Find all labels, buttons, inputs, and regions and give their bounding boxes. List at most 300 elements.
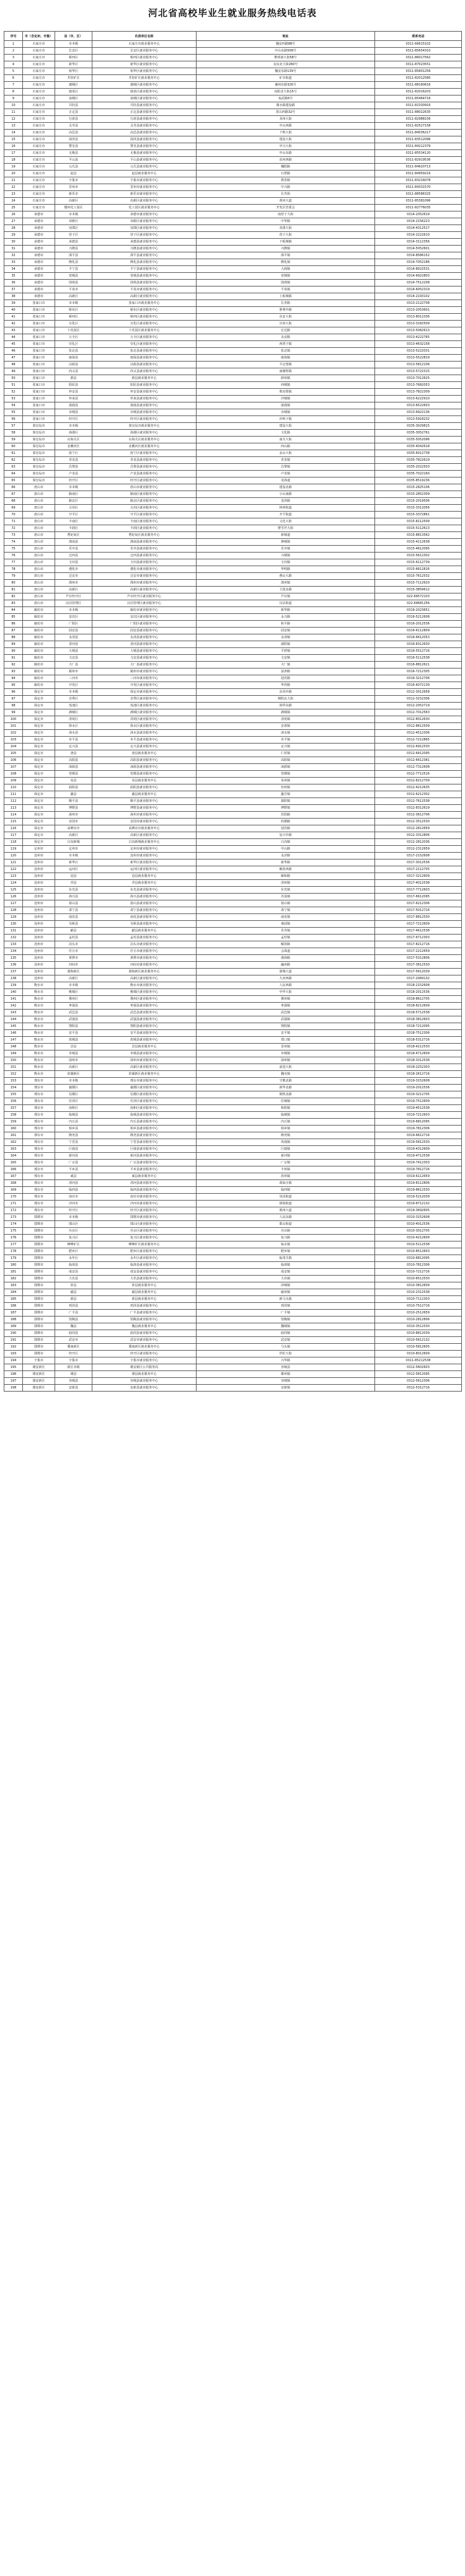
- cell-phone: 0319-8112806: [375, 1180, 462, 1187]
- cell-agency: 宣化区就业服务中心: [92, 321, 197, 327]
- cell-county: 安国市: [55, 819, 92, 825]
- cell-agency: 涿州市就业服务中心: [92, 812, 197, 819]
- cell-phone: 0317-6612095: [375, 894, 462, 900]
- cell-address: 乐亭镇: [197, 546, 375, 553]
- cell-address: 华祥路: [197, 682, 375, 689]
- cell-city: 沧州市: [23, 853, 55, 859]
- cell-no: 137: [4, 969, 23, 975]
- cell-address: 丛台路: [197, 1228, 375, 1235]
- cell-no: 105: [4, 750, 23, 757]
- cell-no: 113: [4, 805, 23, 812]
- cell-agency: 高阳县就业服务中心: [92, 757, 197, 764]
- cell-agency: 阜平县就业服务中心: [92, 737, 197, 744]
- cell-city: 石家庄市: [23, 198, 55, 205]
- cell-phone: 0314-2052619: [375, 211, 462, 218]
- cell-county: 涿州市: [55, 812, 92, 819]
- cell-agency: 永年区就业服务中心: [92, 1255, 197, 1262]
- table-row: [4, 109, 462, 116]
- cell-city: 张家口市: [23, 334, 55, 341]
- cell-address: 大名镇: [197, 1276, 375, 1282]
- cell-phone: 0315-3859612: [375, 587, 462, 593]
- cell-city: 衡水市: [23, 1037, 55, 1044]
- cell-county: 青县: [55, 880, 92, 887]
- cell-agency: 襄都区就业服务中心: [92, 1085, 197, 1091]
- cell-no: 26: [4, 211, 23, 218]
- cell-no: 16: [4, 143, 23, 150]
- cell-city: 邢台市: [23, 1146, 55, 1153]
- cell-county: 曲周县: [55, 1330, 92, 1337]
- cell-no: 93: [4, 668, 23, 675]
- cell-address: 蒲阳镇: [197, 798, 375, 805]
- cell-city: 秦皇岛市: [23, 437, 55, 443]
- cell-county: 定兴县: [55, 744, 92, 750]
- cell-agency: 清河县就业服务中心: [92, 1180, 197, 1187]
- cell-address: 曲周镇: [197, 1330, 375, 1337]
- cell-no: 23: [4, 191, 23, 198]
- cell-phone: 0312-8312619: [375, 805, 462, 812]
- cell-city: 衡水市: [23, 1016, 55, 1023]
- table-row: [4, 61, 462, 68]
- cell-no: 63: [4, 464, 23, 471]
- cell-phone: 0318-2152608: [375, 982, 462, 989]
- cell-agency: 鸡泽县就业服务中心: [92, 1303, 197, 1310]
- cell-county: 容城县: [55, 1378, 92, 1385]
- cell-no: 78: [4, 566, 23, 573]
- table-row: [4, 614, 462, 621]
- table-row: [4, 232, 462, 239]
- cell-no: 97: [4, 696, 23, 703]
- cell-agency: 高新区就业服务中心: [92, 975, 197, 982]
- table-row: [4, 812, 462, 819]
- table-row: [4, 1098, 462, 1105]
- cell-phone: 0311-85464716: [375, 95, 462, 102]
- table-row: [4, 1276, 462, 1282]
- cell-city: 石家庄市: [23, 123, 55, 130]
- cell-agency: 固安县就业服务中心: [92, 628, 197, 634]
- cell-no: 42: [4, 321, 23, 327]
- cell-agency: 巨鹿县就业服务中心: [92, 1146, 197, 1153]
- cell-phone: 0312-3612706: [375, 812, 462, 819]
- cell-city: 保定市: [23, 764, 55, 771]
- cell-county: 赤城县: [55, 409, 92, 416]
- cell-phone: 0311-85212538: [375, 1357, 462, 1364]
- table-row: [4, 327, 462, 334]
- cell-address: 长寿街: [197, 191, 375, 198]
- cell-agency: 冀州区就业服务中心: [92, 996, 197, 1003]
- table-row: [4, 1378, 462, 1385]
- cell-agency: 北戴河区就业服务中心: [92, 443, 197, 450]
- cell-address: 守敬北路: [197, 1078, 375, 1085]
- cell-address: 滦平镇: [197, 252, 375, 259]
- cell-agency: 涉县就业服务中心: [92, 1282, 197, 1289]
- cell-city: 衡水市: [23, 1010, 55, 1016]
- cell-no: 7: [4, 82, 23, 89]
- cell-phone: 0311-84331570: [375, 184, 462, 191]
- cell-county: 清苑区: [55, 716, 92, 723]
- cell-address: 维明南大街58号: [197, 55, 375, 61]
- table-row: [4, 375, 462, 382]
- table-row: [4, 1112, 462, 1119]
- cell-phone: 0313-5522819: [375, 355, 462, 362]
- header-no: 序号: [4, 32, 23, 41]
- cell-city: 廊坊市: [23, 675, 55, 682]
- cell-city: 石家庄市: [23, 102, 55, 109]
- table-row: [4, 68, 462, 75]
- cell-address: 解放西路: [197, 866, 375, 873]
- cell-city: 邯郸市: [23, 1241, 55, 1248]
- cell-address: 安新镇: [197, 1385, 375, 1392]
- cell-no: 194: [4, 1357, 23, 1364]
- cell-agency: 开平区就业服务中心: [92, 512, 197, 518]
- cell-city: 廊坊市: [23, 614, 55, 621]
- cell-city: 石家庄市: [23, 116, 55, 123]
- cell-agency: 下花园区就业服务中心: [92, 327, 197, 334]
- table-row: [4, 709, 462, 716]
- cell-county: 武安市: [55, 1337, 92, 1344]
- cell-no: 38: [4, 293, 23, 300]
- cell-address: 沙岭子镇: [197, 416, 375, 423]
- cell-no: 75: [4, 546, 23, 553]
- cell-phone: 0318-7512306: [375, 1030, 462, 1037]
- cell-agency: 长安区就业服务中心: [92, 48, 197, 55]
- cell-county: 市本级: [55, 689, 92, 696]
- cell-agency: 双桥区就业服务中心: [92, 218, 197, 225]
- cell-county: 高新区: [55, 587, 92, 593]
- cell-city: 张家口市: [23, 348, 55, 355]
- cell-address: 内丘镇: [197, 1119, 375, 1126]
- cell-agency: 宁晋县就业服务中心: [92, 1139, 197, 1146]
- cell-agency: 丰润区就业服务中心: [92, 525, 197, 532]
- table-row: [4, 518, 462, 525]
- cell-agency: 化工园区就业服务中心: [92, 205, 197, 211]
- cell-city: 衡水市: [23, 1071, 55, 1078]
- cell-agency: 蔚县就业服务中心: [92, 375, 197, 382]
- table-row: [4, 341, 462, 348]
- cell-phone: 0319-8712132: [375, 1201, 462, 1207]
- cell-city: 唐山市: [23, 505, 55, 512]
- cell-no: 44: [4, 334, 23, 341]
- cell-no: 170: [4, 1194, 23, 1201]
- cell-no: 24: [4, 198, 23, 205]
- cell-agency: 昌黎县就业服务中心: [92, 464, 197, 471]
- cell-address: 葛仙庄镇: [197, 1180, 375, 1187]
- cell-no: 128: [4, 907, 23, 914]
- cell-agency: 曲阳县就业服务中心: [92, 784, 197, 791]
- cell-county: 辛集市: [55, 177, 92, 184]
- cell-phone: 0314-8586152: [375, 252, 462, 259]
- cell-county: 丰宁县: [55, 266, 92, 273]
- cell-county: 广宗县: [55, 1160, 92, 1166]
- cell-phone: 0319-6812095: [375, 1119, 462, 1126]
- cell-agency: 晋州市就业服务中心: [92, 184, 197, 191]
- cell-city: 唐山市: [23, 546, 55, 553]
- cell-agency: 迁安市就业服务中心: [92, 573, 197, 580]
- cell-city: 沧州市: [23, 859, 55, 866]
- cell-city: 廊坊市: [23, 641, 55, 648]
- cell-address: 前进大街: [197, 1064, 375, 1071]
- cell-phone: 0313-2122708: [375, 300, 462, 307]
- table-row: [4, 307, 462, 314]
- cell-city: 衡水市: [23, 1044, 55, 1050]
- cell-phone: 0310-6512530: [375, 1276, 462, 1282]
- cell-address: 涿鹿镇: [197, 402, 375, 409]
- cell-agency: 卢龙县就业服务中心: [92, 471, 197, 477]
- cell-city: 保定市: [23, 778, 55, 784]
- cell-phone: 0311-85534120: [375, 150, 462, 157]
- cell-agency: 高碑店市就业服务中心: [92, 825, 197, 832]
- table-row: [4, 89, 462, 95]
- table-row: [4, 1221, 462, 1228]
- table-row: [4, 191, 462, 198]
- cell-county: 灵寿县: [55, 123, 92, 130]
- cell-address: 乐寿镇: [197, 928, 375, 935]
- cell-phone: 0318-8212609: [375, 1003, 462, 1010]
- cell-address: 龙泽路: [197, 498, 375, 505]
- cell-address: 中华大街: [197, 989, 375, 996]
- table-row: [4, 1337, 462, 1344]
- cell-city: 邯郸市: [23, 1351, 55, 1357]
- cell-address: 冶河西路: [197, 157, 375, 164]
- cell-city: 承德市: [23, 259, 55, 266]
- table-row: [4, 539, 462, 546]
- cell-agency: 尚义县就业服务中心: [92, 368, 197, 375]
- table-row: [4, 266, 462, 273]
- cell-address: 大阁镇: [197, 266, 375, 273]
- cell-city: 廊坊市: [23, 628, 55, 634]
- cell-phone: 0317-7212609: [375, 921, 462, 928]
- table-row: [4, 1228, 462, 1235]
- cell-phone: 0335-7022160: [375, 471, 462, 477]
- cell-no: 36: [4, 280, 23, 286]
- cell-phone: 0312-7312608: [375, 764, 462, 771]
- cell-no: 117: [4, 832, 23, 839]
- cell-address: 涉城镇: [197, 1282, 375, 1289]
- cell-city: 保定市: [23, 744, 55, 750]
- cell-agency: 大厂县就业服务中心: [92, 662, 197, 668]
- cell-county: 市本级: [55, 607, 92, 614]
- cell-phone: 0310-3152608: [375, 1214, 462, 1221]
- cell-city: 石家庄市: [23, 177, 55, 184]
- table-row: [4, 1357, 462, 1364]
- cell-phone: 0317-5312806: [375, 955, 462, 962]
- cell-county: 枣强县: [55, 1003, 92, 1010]
- cell-county: 阳原县: [55, 382, 92, 389]
- table-row: [4, 778, 462, 784]
- table-row: [4, 969, 462, 975]
- cell-county: 路北区: [55, 498, 92, 505]
- cell-no: 28: [4, 225, 23, 232]
- table-row: [4, 553, 462, 559]
- cell-no: 130: [4, 921, 23, 928]
- cell-no: 132: [4, 935, 23, 941]
- cell-agency: 沧县就业服务中心: [92, 873, 197, 880]
- cell-address: 燕山大路: [197, 573, 375, 580]
- cell-address: 新华路: [197, 859, 375, 866]
- cell-county: 高碑店市: [55, 825, 92, 832]
- cell-county: 汉沽管理区: [55, 600, 92, 607]
- cell-phone: 0311-82527158: [375, 123, 462, 130]
- cell-city: 石家庄市: [23, 150, 55, 157]
- table-row: [4, 894, 462, 900]
- cell-phone: 0313-5918232: [375, 416, 462, 423]
- cell-agency: 万全区就业服务中心: [92, 334, 197, 341]
- header-county: 县（市、区）: [55, 32, 92, 41]
- cell-address: 孟村镇: [197, 935, 375, 941]
- table-row: [4, 457, 462, 464]
- cell-agency: 竞秀区就业服务中心: [92, 696, 197, 703]
- cell-city: 邢台市: [23, 1085, 55, 1091]
- cell-city: 沧州市: [23, 914, 55, 921]
- cell-no: 53: [4, 396, 23, 402]
- cell-agency: 平乡县就业服务中心: [92, 1166, 197, 1173]
- cell-city: 沧州市: [23, 907, 55, 914]
- cell-county: 南皮县: [55, 914, 92, 921]
- cell-no: 29: [4, 232, 23, 239]
- cell-phone: 0315-6112739: [375, 559, 462, 566]
- cell-address: 冀州镇: [197, 996, 375, 1003]
- cell-agency: 广阳区就业服务中心: [92, 621, 197, 628]
- cell-agency: 满城区就业服务中心: [92, 709, 197, 716]
- cell-city: 廊坊市: [23, 655, 55, 662]
- table-row: [4, 1050, 462, 1057]
- cell-city: 保定市: [23, 696, 55, 703]
- cell-no: 174: [4, 1221, 23, 1228]
- cell-no: 140: [4, 989, 23, 996]
- cell-county: 内丘县: [55, 1119, 92, 1126]
- cell-agency: 柏乡县就业服务中心: [92, 1126, 197, 1132]
- cell-no: 83: [4, 600, 23, 607]
- cell-phone: 0315-6612816: [375, 566, 462, 573]
- cell-address: 益津路: [197, 668, 375, 675]
- cell-county: 栾城区: [55, 95, 92, 102]
- cell-phone: 0316-5212608: [375, 614, 462, 621]
- table-row: [4, 1105, 462, 1112]
- cell-no: 104: [4, 744, 23, 750]
- table-row: [4, 1091, 462, 1098]
- cell-phone: 0312-8012630: [375, 716, 462, 723]
- cell-no: 55: [4, 409, 23, 416]
- table-row: [4, 737, 462, 744]
- table-row: [4, 389, 462, 396]
- cell-address: 卫国北路: [197, 587, 375, 593]
- cell-city: 保定市: [23, 791, 55, 798]
- cell-county: 沧县: [55, 873, 92, 880]
- cell-agency: 饶阳县就业服务中心: [92, 1023, 197, 1030]
- table-row: [4, 757, 462, 764]
- cell-phone: 0310-5112538: [375, 1241, 462, 1248]
- cell-city: 张家口市: [23, 300, 55, 307]
- cell-agency: 枣强县就业服务中心: [92, 1003, 197, 1010]
- cell-county: 南宫市: [55, 1194, 92, 1201]
- cell-phone: 0319-8612530: [375, 1187, 462, 1194]
- table-row: [4, 382, 462, 389]
- cell-county: 开发区: [55, 682, 92, 689]
- table-row: [4, 1248, 462, 1255]
- cell-county: 饶阳县: [55, 1023, 92, 1030]
- cell-agency: 路南区就业服务中心: [92, 491, 197, 498]
- cell-phone: 0316-3212706: [375, 675, 462, 682]
- table-row: [4, 628, 462, 634]
- cell-county: 满城区: [55, 709, 92, 716]
- cell-city: 承德市: [23, 252, 55, 259]
- cell-address: 药都路: [197, 819, 375, 825]
- cell-no: 171: [4, 1201, 23, 1207]
- cell-agency: 武强县就业服务中心: [92, 1016, 197, 1023]
- cell-city: 石家庄市: [23, 157, 55, 164]
- cell-no: 165: [4, 1160, 23, 1166]
- cell-county: 霸州市: [55, 668, 92, 675]
- cell-no: 1: [4, 41, 23, 48]
- table-row: [4, 941, 462, 948]
- cell-phone: 0310-3512530: [375, 1323, 462, 1330]
- cell-phone: 0313-5722315: [375, 368, 462, 375]
- cell-address: 临洺关镇: [197, 1255, 375, 1262]
- cell-phone: 0317-2152608: [375, 853, 462, 859]
- cell-no: 139: [4, 982, 23, 989]
- cell-agency: 易县就业服务中心: [92, 778, 197, 784]
- cell-address: 魏城镇: [197, 1323, 375, 1330]
- cell-county: 平山县: [55, 157, 92, 164]
- cell-no: 166: [4, 1166, 23, 1173]
- cell-county: 献县: [55, 928, 92, 935]
- table-header-row: [4, 32, 462, 41]
- cell-address: 赤城镇: [197, 409, 375, 416]
- table-row: [4, 314, 462, 321]
- cell-city: 石家庄市: [23, 184, 55, 191]
- cell-agency: 东光县就业服务中心: [92, 887, 197, 894]
- cell-address: 仁厚镇: [197, 750, 375, 757]
- cell-phone: 0315-2019506: [375, 498, 462, 505]
- cell-address: 盐山镇: [197, 900, 375, 907]
- cell-county: 竞秀区: [55, 696, 92, 703]
- cell-no: 46: [4, 348, 23, 355]
- cell-address: 临水镇: [197, 1241, 375, 1248]
- cell-no: 191: [4, 1337, 23, 1344]
- cell-address: 苏基镇: [197, 894, 375, 900]
- cell-city: 张家口市: [23, 327, 55, 334]
- cell-county: 临西县: [55, 1187, 92, 1194]
- cell-city: 邢台市: [23, 1098, 55, 1105]
- cell-address: 临西镇: [197, 1187, 375, 1194]
- cell-county: 桥东区: [55, 307, 92, 314]
- cell-county: 正定县: [55, 109, 92, 116]
- table-row: [4, 873, 462, 880]
- cell-agency: 泊头市就业服务中心: [92, 941, 197, 948]
- cell-agency: 张北县就业服务中心: [92, 348, 197, 355]
- table-row: [4, 962, 462, 969]
- cell-city: 廊坊市: [23, 621, 55, 628]
- cell-city: 邢台市: [23, 1105, 55, 1112]
- cell-no: 111: [4, 791, 23, 798]
- cell-address: 中山东路508号: [197, 48, 375, 55]
- cell-agency: 古冶区就业服务中心: [92, 505, 197, 512]
- cell-agency: 冀南新区就业服务中心: [92, 1344, 197, 1351]
- cell-agency: 安新县就业服务中心: [92, 1385, 197, 1392]
- table-row: [4, 396, 462, 402]
- cell-address: 馆陶镇: [197, 1317, 375, 1323]
- table-row: [4, 1153, 462, 1160]
- cell-no: 190: [4, 1330, 23, 1337]
- cell-no: 144: [4, 1016, 23, 1023]
- cell-agency: 山海关区就业服务中心: [92, 437, 197, 443]
- cell-address: 桑园镇: [197, 921, 375, 928]
- cell-no: 31: [4, 246, 23, 252]
- table-row: [4, 362, 462, 368]
- cell-county: 丰润区: [55, 525, 92, 532]
- cell-address: 林西街道: [197, 505, 375, 512]
- table-row: [4, 239, 462, 246]
- cell-county: 芦台经开区: [55, 593, 92, 600]
